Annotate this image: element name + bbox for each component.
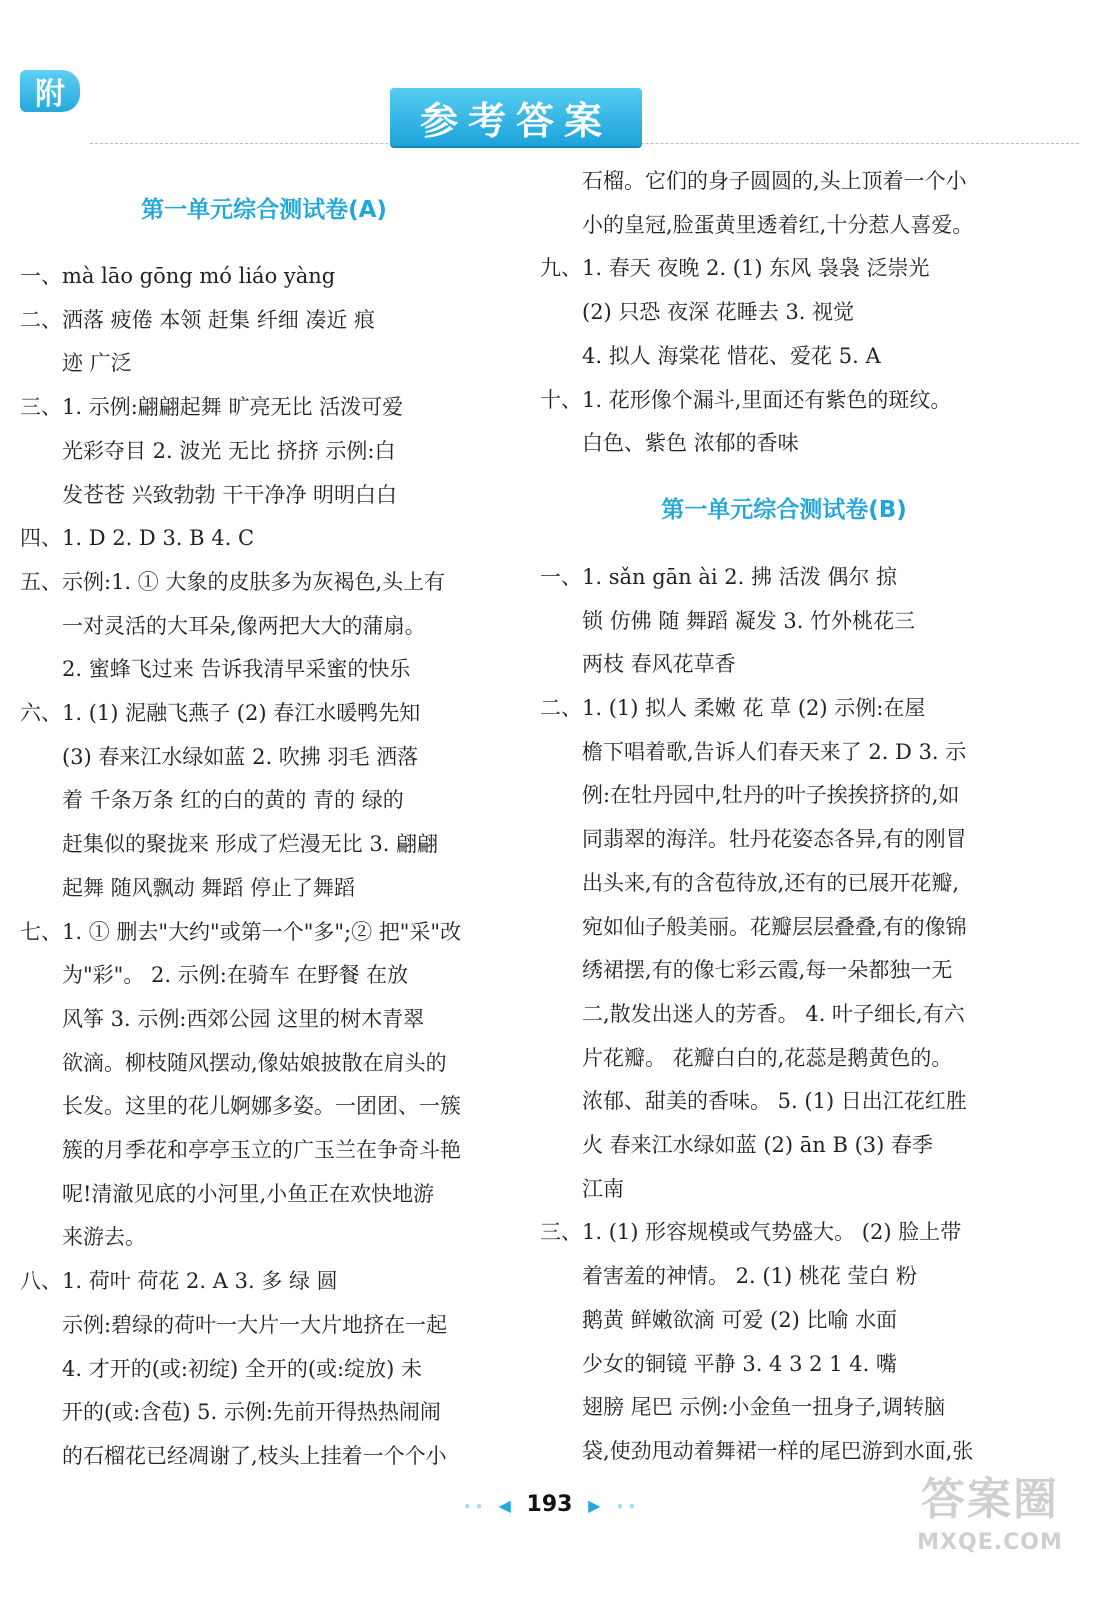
answer-line: 二、1. (1) 拟人 柔嫩 花 草 (2) 示例:在屋 [540,696,926,721]
answer-line: 例:在牡丹园中,牡丹的叶子挨挨挤挤的,如 [582,783,960,808]
answer-line: 簇的月季花和亭亭玉立的广玉兰在争奇斗艳 [62,1138,461,1163]
answer-line: 石榴。它们的身子圆圆的,头上顶着一个小 [582,169,967,193]
answer-line: 少女的铜镜 平静 3. 4 3 2 1 4. 嘴 [582,1351,897,1376]
answer-line: 出头来,有的含苞待放,还有的已展开花瓣, [582,870,960,895]
answer-line: 绣裙摆,有的像七彩云霞,每一朵都独一无 [582,958,953,983]
answer-line: 示例:碧绿的荷叶一大片一大片地挤在一起 [62,1312,448,1337]
answer-line: 片花瓣。 花瓣白白的,花蕊是鹅黄色的。 [582,1045,953,1070]
prev-arrow-icon: ◀ [498,1496,511,1515]
answer-lines-right-bottom [540,556,1028,1474]
answer-line: 四、1. D 2. D 3. B 4. C [20,526,255,551]
answer-line: 宛如仙子般美丽。花瓣层层叠叠,有的像锦 [582,914,967,939]
left-column [20,160,508,1479]
next-arrow-icon: ▶ [588,1496,601,1515]
answer-line: 呢!清澈见底的小河里,小鱼正在欢快地游 [62,1181,435,1206]
answer-line: 2. 蜜蜂飞过来 告诉我清早采蜜的快乐 [62,657,411,682]
answer-line: 迹 广泛 [62,351,132,376]
answer-line: 着 千条万条 红的白的黄的 青的 绿的 [62,788,404,813]
answer-line: 一、mà lāo gōng mó liáo yàng [20,264,336,288]
answer-line: 九、1. 春天 夜晚 2. (1) 东风 袅袅 泛崇光 [540,256,930,281]
answer-line: 八、1. 荷叶 荷花 2. A 3. 多 绿 圆 [20,1269,338,1294]
answer-line: 二、洒落 疲倦 本领 赶集 纤细 凑近 痕 [20,307,376,332]
answer-line: 三、1. (1) 形容规模或气势盛大。 (2) 脸上带 [540,1220,962,1245]
answer-line: 十、1. 花形像个漏斗,里面还有紫色的斑纹。 [540,387,952,412]
answer-line: 两枝 春风花草香 [582,652,736,677]
answer-line: 的石榴花已经凋谢了,枝头上挂着一个个小 [62,1443,447,1468]
answer-lines-right-top [540,160,1028,466]
right-column [540,160,1028,1474]
answer-line: 起舞 随风飘动 舞蹈 停止了舞蹈 [62,875,356,900]
answer-line: (3) 春来江水绿如蓝 2. 吹拂 羽毛 洒落 [62,744,419,769]
answer-line: 翅膀 尾巴 示例:小金鱼一扭身子,调转脑 [582,1395,946,1420]
answer-line: 江南 [582,1176,624,1201]
answer-line: 来游去。 [62,1225,146,1250]
page-number: 193 [526,1492,573,1517]
answer-line: 一、1. sǎn gān ài 2. 拂 活泼 偶尔 掠 [540,564,898,589]
answer-line: 二,散发出迷人的芳香。 4. 叶子细长,有六 [582,1001,965,1026]
section-title-a: 第一单元综合测试卷(A) [141,197,387,223]
answer-line: 4. 才开的(或:初绽) 全开的(或:绽放) 未 [62,1356,422,1381]
watermark-url: MXQE.COM [917,1530,1063,1555]
answer-line: 七、1. ① 删去"大约"或第一个"多";② 把"采"改 [20,919,462,944]
answer-line: 五、示例:1. ① 大象的皮肤多为灰褐色,头上有 [20,569,446,594]
answer-line: 白色、紫色 浓郁的香味 [582,431,799,456]
answer-line: 袋,使劲甩动着舞裙一样的尾巴游到水面,张 [582,1438,974,1463]
section-title-b: 第一单元综合测试卷(B) [661,496,907,523]
answer-line: 长发。这里的花儿婀娜多姿。一团团、一簇 [62,1094,461,1119]
dots-right: • • [616,1500,636,1514]
answer-line: 小的皇冠,脸蛋黄里透着红,十分惹人喜爱。 [582,212,974,237]
answer-line: 鹅黄 鲜嫩欲滴 可爱 (2) 比喻 水面 [582,1307,898,1332]
answer-line: 一对灵活的大耳朵,像两把大大的蒲扇。 [62,613,426,638]
watermark-logo: 答案圈 [921,1474,1059,1525]
answer-line: (2) 只恐 夜深 花睡去 3. 视觉 [582,300,855,325]
answer-line: 三、1. 示例:翩翩起舞 旷亮无比 活泼可爱 [20,395,404,420]
answer-line: 着害羞的神情。 2. (1) 桃花 莹白 粉 [582,1264,918,1289]
appendix-badge: 附 [20,70,80,112]
page-title: 参考答案 [390,88,642,146]
answer-lines-left [20,255,508,1479]
answer-line: 为"彩"。 2. 示例:在骑车 在野餐 在放 [62,963,409,988]
answer-line: 锁 仿佛 随 舞蹈 凝发 3. 竹外桃花三 [582,608,916,633]
answer-line: 光彩夺目 2. 波光 无比 挤挤 示例:白 [62,438,396,463]
answer-line: 檐下唱着歌,告诉人们春天来了 2. D 3. 示 [582,739,967,764]
answer-line: 欲滴。柳枝随风摆动,像姑娘披散在肩头的 [62,1050,447,1075]
answer-line: 开的(或:含苞) 5. 示例:先前开得热热闹闹 [62,1400,441,1425]
dots-left: • • [463,1500,483,1514]
answer-line: 风筝 3. 示例:西郊公园 这里的树木青翠 [62,1006,425,1031]
watermark [900,1470,1080,1580]
answer-line: 六、1. (1) 泥融飞燕子 (2) 春江水暖鸭先知 [20,701,421,726]
answer-line: 火 春来江水绿如蓝 (2) ān B (3) 春季 [582,1133,934,1158]
answer-line: 赶集似的聚拢来 形成了烂漫无比 3. 翩翩 [62,832,439,857]
answer-line: 浓郁、甜美的香味。 5. (1) 日出江花红胜 [582,1089,967,1114]
answer-line: 同翡翠的海洋。牡丹花姿态各异,有的刚冒 [582,827,967,852]
answer-line: 4. 拟人 海棠花 惜花、爱花 5. A [582,343,881,368]
answer-line: 发苍苍 兴致勃勃 干干净净 明明白白 [62,482,398,507]
